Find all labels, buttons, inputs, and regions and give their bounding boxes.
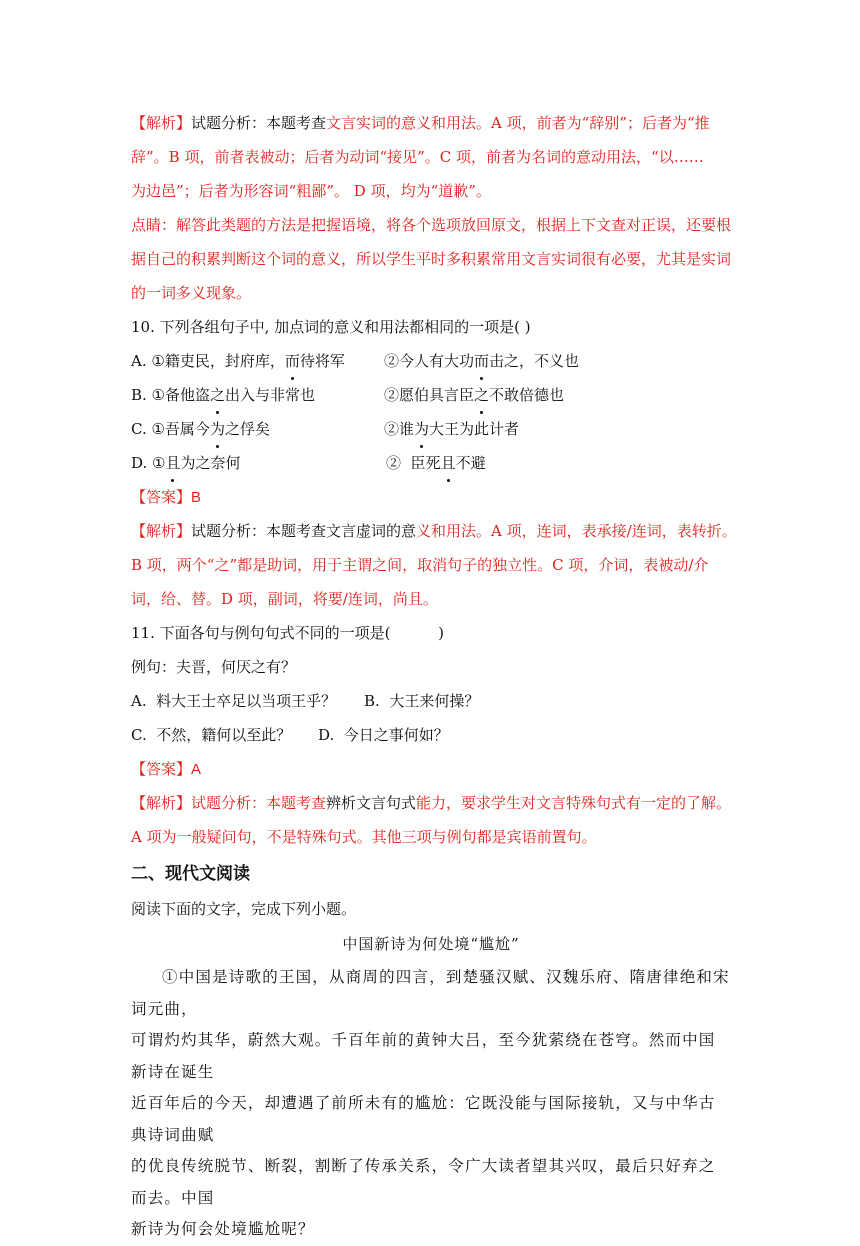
option-text: C. ①吾属今 [131, 420, 210, 438]
option-text: B. ①备他盗 [131, 386, 211, 404]
q9-note-line-2: 据自己的积累判断这个词的意义，所以学生平时多积累常用文言实词很有必要，尤其是实词 [131, 250, 732, 268]
q9-analysis-line-2: 辞”。B 项，前者表被动；后者为动词“接见”。C 项，前者为名词的意动用法，“以…… [131, 148, 704, 166]
option-second-sentence [384, 344, 579, 378]
option-second-sentence [384, 378, 564, 412]
option-text: ②谁 [384, 420, 415, 438]
option-text: A. ①籍吏民，封府库， [131, 352, 285, 370]
dotted-word: 且 [441, 446, 456, 480]
paragraph-line: 的优良传统脱节、断裂，割断了传承关系，令广大读者望其兴叹，最后只好弃之而去。中国 [131, 1157, 716, 1207]
analysis-text: 文言虚词的意 [326, 522, 417, 540]
option-text: 不敢倍德也 [489, 386, 565, 404]
analysis-text: 辨析文言句式 [326, 794, 417, 812]
reading-instruction: 阅读下面的文字，完成下列小题。 [131, 900, 357, 918]
note-text: 点睛：解答此 [131, 216, 222, 234]
analysis-text: 文言实词的意义和用法。A 项，前者为“辞别”；后者为“推 [326, 114, 710, 132]
analysis-tag: 【解析】 [131, 114, 192, 132]
option-b: B. 大王来何操？ [364, 692, 480, 710]
q9-analysis-line-3: 为边邑”；后者为形容词“粗鄙”。 D 项，均为“道歉”。 [131, 182, 491, 200]
q10-stem: 10. 下列各组句子中, 加点词的意义和用法都相同的一项是( ) [131, 318, 531, 336]
dotted-word: 且 [165, 446, 180, 480]
dotted-word: 之 [210, 378, 225, 412]
dotted-word: 为 [414, 412, 429, 446]
option-text: ② 臣死 [386, 454, 441, 472]
q11-stem: 11. 下面各句与例句句式不同的一项是( ) [131, 624, 445, 642]
option-text: D. ① [131, 454, 166, 472]
analysis-tag: 【解析】 [131, 522, 192, 540]
q9-note-line-1 [131, 208, 731, 242]
analysis-tag: 【解析】 [131, 794, 192, 812]
q11-analysis-line-1 [131, 786, 731, 820]
option-text: ②愿伯具言臣 [384, 386, 475, 404]
q10-option-b [131, 378, 731, 412]
analysis-text: 义和用法。A 项，连词，表承接/连词，表转折。 [416, 522, 737, 540]
option-text: 击之，不义也 [489, 352, 580, 370]
option-second-sentence [384, 412, 519, 446]
q10-option-c [131, 412, 731, 446]
option-text: 大王为此计者 [429, 420, 520, 438]
option-text: 不避 [455, 454, 486, 472]
section-heading: 二、现代文阅读 [131, 864, 250, 884]
answer-value: A [191, 761, 202, 778]
q10-analysis-line-3: 词，给、替。D 项，副词，将要/连词，尚且。 [131, 590, 438, 608]
dotted-word: 而 [285, 344, 300, 378]
dotted-word: 之 [474, 378, 489, 412]
option-text: 为之奈何 [180, 454, 241, 472]
analysis-text: 试题分析：本题考查 [191, 114, 327, 132]
article-paragraph-1 [131, 962, 731, 1246]
option-c: C. 不然，籍何以至此？ [131, 726, 292, 744]
analysis-text: 试题分析：本题考查 [191, 794, 327, 812]
option-text: 之俘矣 [224, 420, 270, 438]
paragraph-line: 近百年后的今天，却遭遇了前所未有的尴尬：它既没能与国际接轨，又与中华古典诗词曲赋 [131, 1094, 716, 1144]
option-text: 待将军 [299, 352, 345, 370]
q10-answer [131, 480, 731, 514]
q10-analysis-line-2: B 项，两个“之”都是助词，用于主谓之间，取消句子的独立性。C 项，介词，表被动/介 [131, 556, 709, 574]
analysis-text: 能力，要求学生对文言特殊句式有一定的了解。 [416, 794, 732, 812]
q9-note-line-3: 的一词多义现象。 [131, 284, 252, 302]
q11-example: 例句：夫晋，何厌之有？ [131, 658, 297, 676]
option-d: D. 今日之事何如？ [318, 726, 449, 744]
option-second-sentence [386, 446, 486, 480]
q10-option-a [131, 344, 731, 378]
article-title: 中国新诗为何处境“尴尬” [342, 935, 520, 953]
dotted-word: 而 [474, 344, 489, 378]
note-text: 类题的方法是把握语境，将各个选项放回原文，根据上下文查对正误，还要根 [221, 216, 732, 234]
answer-tag: 【答案】 [131, 760, 192, 778]
q10-option-d [131, 446, 731, 480]
q10-analysis-line-1 [131, 514, 737, 548]
q9-analysis-line-1 [131, 106, 731, 140]
answer-value: B [191, 489, 202, 506]
paragraph-line: 新诗为何会处境尴尬呢？ [131, 1220, 315, 1238]
analysis-text: 试题分析：本题考查 [191, 522, 327, 540]
paragraph-line: ①中国是诗歌的王国，从商周的四言，到楚骚汉赋、汉魏乐府、隋唐律绝和宋词元曲， [131, 968, 730, 1018]
q11-options-row-1 [131, 684, 731, 718]
document-content [131, 106, 737, 1246]
q11-options-row-2 [131, 718, 731, 752]
q11-analysis-line-2: A 项为一般疑问句，不是特殊句式。其他三项与例句都是宾语前置句。 [131, 828, 597, 846]
paragraph-line: 可谓灼灼其华，蔚然大观。千百年前的黄钟大吕，至今犹萦绕在苍穹。然而中国新诗在诞生 [131, 1031, 716, 1081]
option-text: ②今人有大功 [384, 352, 475, 370]
option-text: 出入与非常也 [225, 386, 316, 404]
answer-tag: 【答案】 [131, 488, 192, 506]
option-a: A. 料大王士卒足以当项王乎？ [131, 692, 337, 710]
dotted-word: 为 [210, 412, 225, 446]
q11-answer [131, 752, 731, 786]
